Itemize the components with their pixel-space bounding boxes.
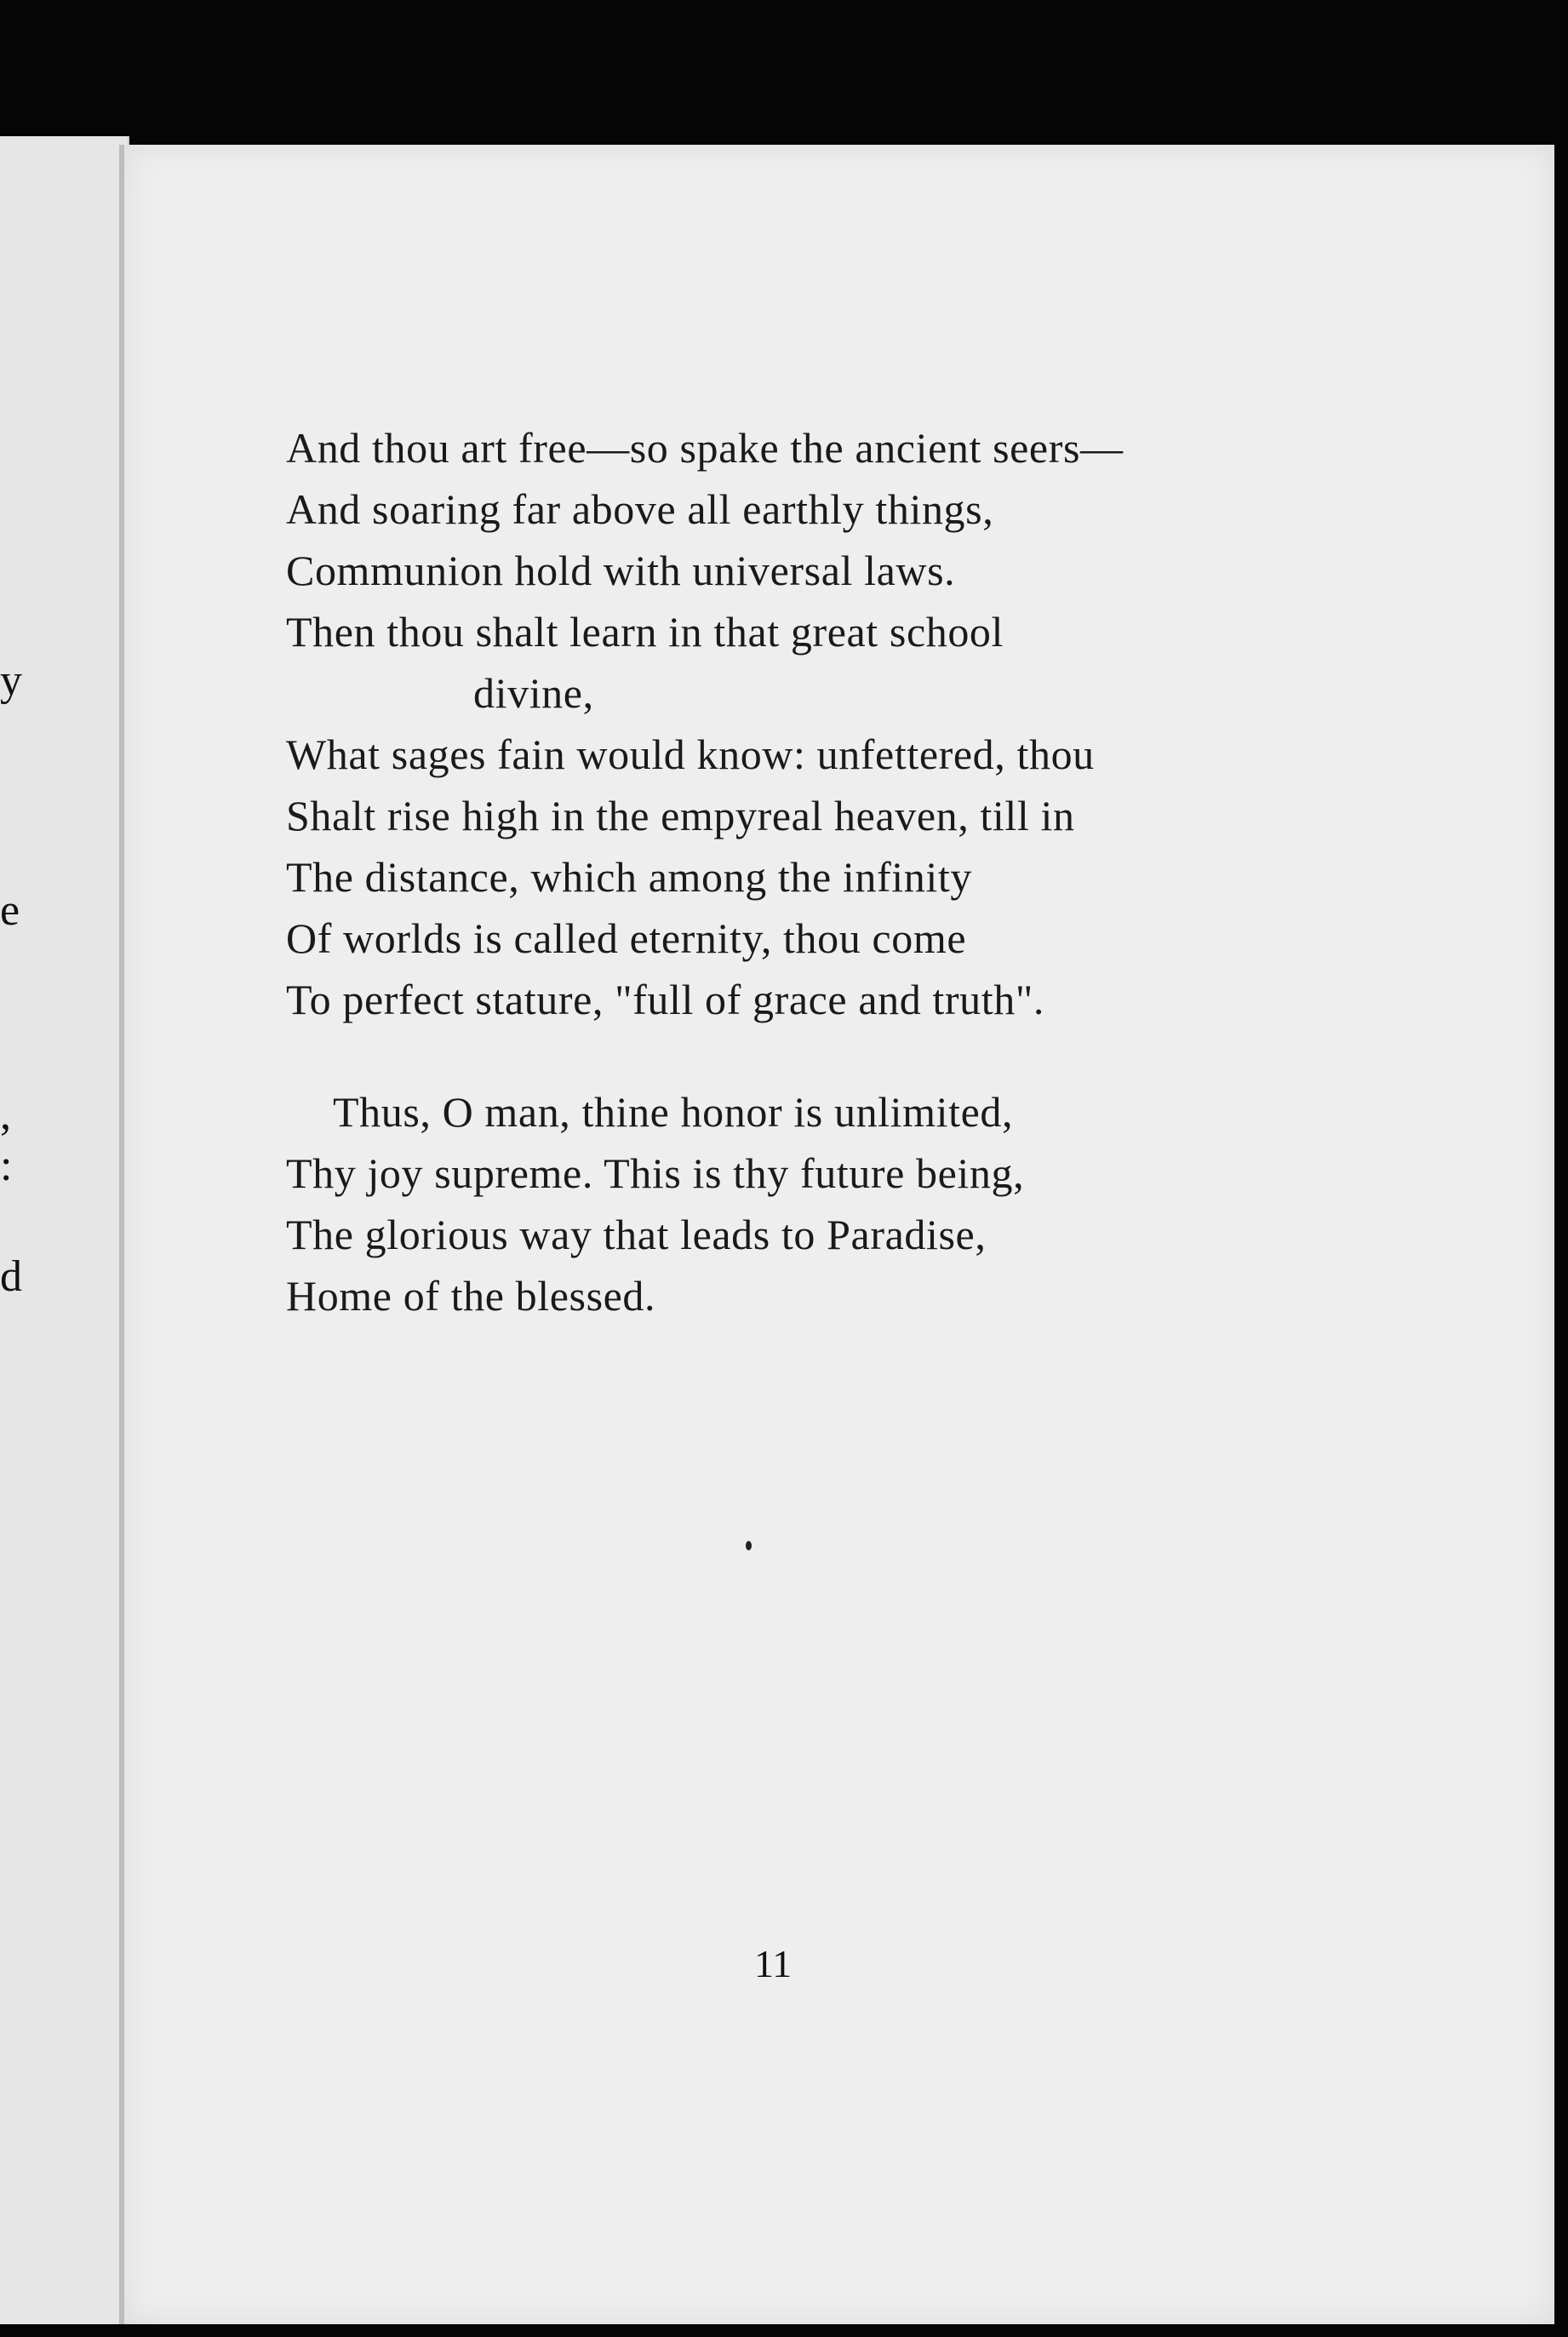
poem-line: Shalt rise high in the empyreal heaven, till in <box>286 792 1075 839</box>
ink-speck <box>746 1541 752 1550</box>
poem-line: Thus, O man, thine honor is unlimited, <box>333 1088 1014 1136</box>
poem-line: And thou art free—so spake the ancient seers— <box>286 424 1124 472</box>
poem-line: What sages fain would know: unfettered, thou <box>286 730 1095 778</box>
left-edge-char: : <box>0 1142 13 1190</box>
left-edge-char: d <box>0 1252 22 1301</box>
poem-line: And soaring far above all earthly things, <box>286 485 994 533</box>
poem-line: Thy joy supreme. This is thy future being, <box>286 1149 1025 1197</box>
poem-line: Then thou shalt learn in that great school <box>286 608 1004 656</box>
poem-line-continuation: divine, <box>473 669 594 717</box>
poem-line: The distance, which among the infinity <box>286 853 972 901</box>
left-edge-char: , <box>0 1091 11 1139</box>
left-edge-char: e <box>0 886 20 935</box>
poem-line: Home of the blessed. <box>286 1272 656 1320</box>
poem-line: The glorious way that leads to Paradise, <box>286 1211 987 1258</box>
poem-line: Of worlds is called eternity, thou come <box>286 914 967 962</box>
poem-line: To perfect stature, "full of grace and truth". <box>286 976 1044 1023</box>
left-page-edge <box>0 136 129 2324</box>
poem-line: Communion hold with universal laws. <box>286 547 956 594</box>
left-edge-char: y <box>0 656 22 705</box>
right-page <box>119 145 1554 2324</box>
page-number: 11 <box>754 1942 793 1985</box>
poem-text <box>286 417 1478 1326</box>
